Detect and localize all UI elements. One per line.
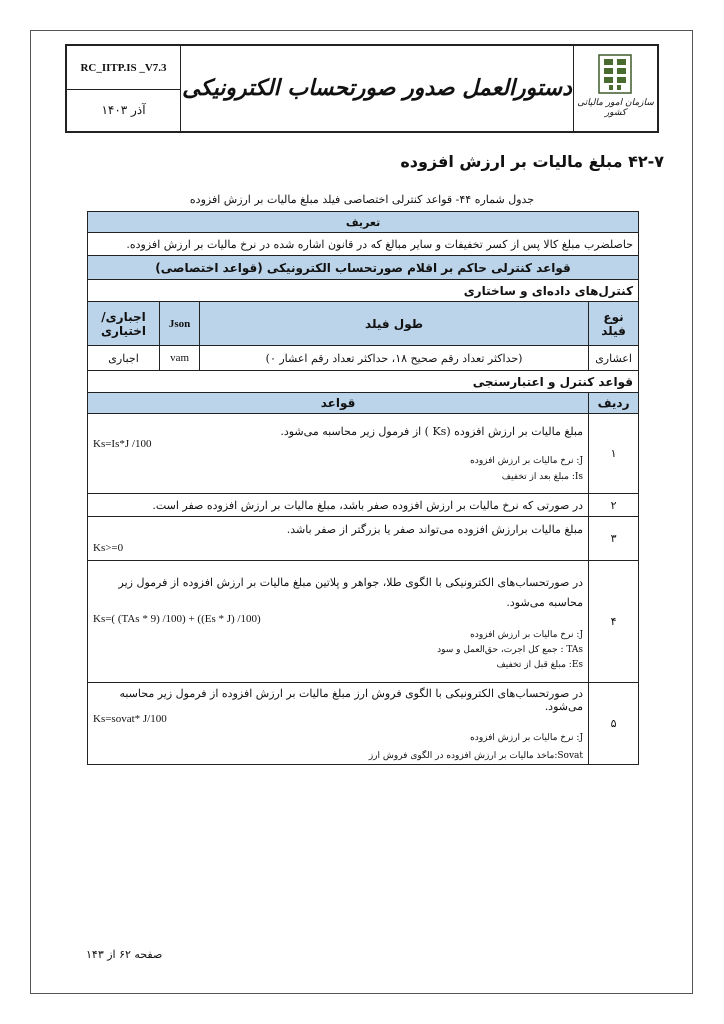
legend-symbol: Sovat: [557, 750, 584, 761]
rule-formula: Ks=( (TAs * 9) /100) + ((Es * J) /100): [93, 613, 261, 625]
rule-number: ۳: [589, 517, 639, 561]
rule-number: ۵: [589, 683, 639, 765]
rule-text: در صورتحساب‌های الکترونیکی با الگوی فروش ارز مبلغ مالیات بر ارزش افزوده از فرمول زیر محاسبه می‌شود.: [119, 686, 584, 713]
rule-text: در صورتی که نرخ مالیات بر ارزش افزوده صفر باشد، مبلغ مالیات بر ارزش افزوده صفر است.: [88, 494, 589, 517]
rule-number: ۱: [589, 414, 639, 494]
rule-formula: Ks=sovat* J/100: [93, 712, 167, 725]
rule-number: ۴: [589, 561, 639, 683]
column-rules: قواعد: [88, 393, 589, 414]
validation-section-title: قواعد کنترل و اعتبارسنجی: [88, 371, 639, 393]
section-title: ۴۲-۷ مبلغ مالیات بر ارزش افزوده: [400, 152, 664, 171]
page-number: صفحه ۶۲ از ۱۴۳: [86, 948, 163, 961]
legend-description: : نرخ مالیات بر ارزش افزوده: [470, 732, 580, 743]
rule-row: [88, 517, 639, 561]
legend-symbol: Es: [571, 660, 584, 670]
rule-text: مبلغ مالیات بر ارزش افزوده (Ks ) از فرمول زیر محاسبه می‌شود.: [280, 425, 584, 438]
tax-organization-emblem-icon: [598, 54, 632, 94]
json-key-value: vam: [160, 346, 200, 371]
legend-symbol: Is: [574, 472, 584, 482]
legend-description: : نرخ مالیات بر ارزش افزوده: [470, 630, 580, 640]
definition-header: تعریف: [88, 212, 639, 233]
legend-description: :ماخذ مالیات بر ارزش افزوده در الگوی فروش ارز: [368, 750, 558, 761]
required-value: اجباری: [88, 346, 160, 371]
document-header: [65, 44, 659, 133]
column-field-type: نوع فیلد: [589, 302, 639, 346]
rule-number: ۲: [589, 494, 639, 517]
legend-symbol: TAs: [566, 645, 584, 655]
organization-name: سازمان امور مالیاتی کشور: [577, 98, 654, 118]
rule-text: مبلغ مالیات برارزش افزوده می‌تواند صفر یا بزرگتر از صفر باشد.: [286, 523, 584, 536]
rule-row: [88, 561, 639, 683]
rule-formula: Ks=Is*J /100: [93, 438, 152, 450]
data-section-title: کنترل‌های داده‌ای و ساختاری: [88, 280, 639, 302]
table-caption: جدول شماره ۴۴- قواعد کنترلی اختصاصی فیلد مبلغ مالیات بر ارزش افزوده: [189, 193, 535, 206]
rule-formula: Ks>=0: [93, 542, 124, 554]
legend-description: : مبلغ قبل از تخفیف: [496, 660, 572, 670]
legend-symbol: J: [579, 456, 584, 466]
legend-description: : نرخ مالیات بر ارزش افزوده: [470, 456, 580, 466]
legend-symbol: J: [579, 630, 584, 640]
document-title: دستورالعمل صدور صورتحساب الکترونیکی: [182, 75, 572, 101]
column-required: اجباری/ اختیاری: [88, 302, 160, 346]
legend-symbol: J: [579, 732, 584, 743]
definition-text: حاصلضرب مبلغ کالا پس از کسر تخفیفات و سایر مبالغ که در قانون اشاره شده در نرخ مالیات بر ارزش افزوده.: [88, 233, 639, 256]
document-code: RC_IITP.IS _V7.3: [67, 46, 180, 90]
rule-row: [88, 494, 639, 517]
document-date: آذر ۱۴۰۳: [101, 103, 146, 117]
legend-description: : مبلغ بعد از تخفیف: [501, 472, 575, 482]
column-row-number: ردیف: [589, 393, 639, 414]
field-length-value: (حداکثر تعداد رقم صحیح ۱۸، حداکثر تعداد رقم اعشار ۰): [200, 346, 589, 371]
rule-text: در صورتحساب‌های الکترونیکی با الگوی طلا، جواهر و پلاتین مبلغ مالیات بر ارزش افزوده از فرمول زیر محاسبه می‌شود.: [118, 576, 584, 609]
vat-field-rules-table: [87, 211, 639, 765]
rules-header: قواعد کنترلی حاکم بر اقلام صورتحساب الکترونیکی (قواعد اختصاصی): [88, 256, 639, 280]
column-field-length: طول فیلد: [200, 302, 589, 346]
organization-logo: [573, 46, 657, 131]
field-type-value: اعشاری: [589, 346, 639, 371]
rule-row: [88, 414, 639, 494]
rule-row: [88, 683, 639, 765]
header-meta: [67, 46, 181, 131]
legend-description: : جمع کل اجرت، حق‌العمل و سود: [437, 645, 567, 655]
column-json: Json: [160, 302, 200, 346]
